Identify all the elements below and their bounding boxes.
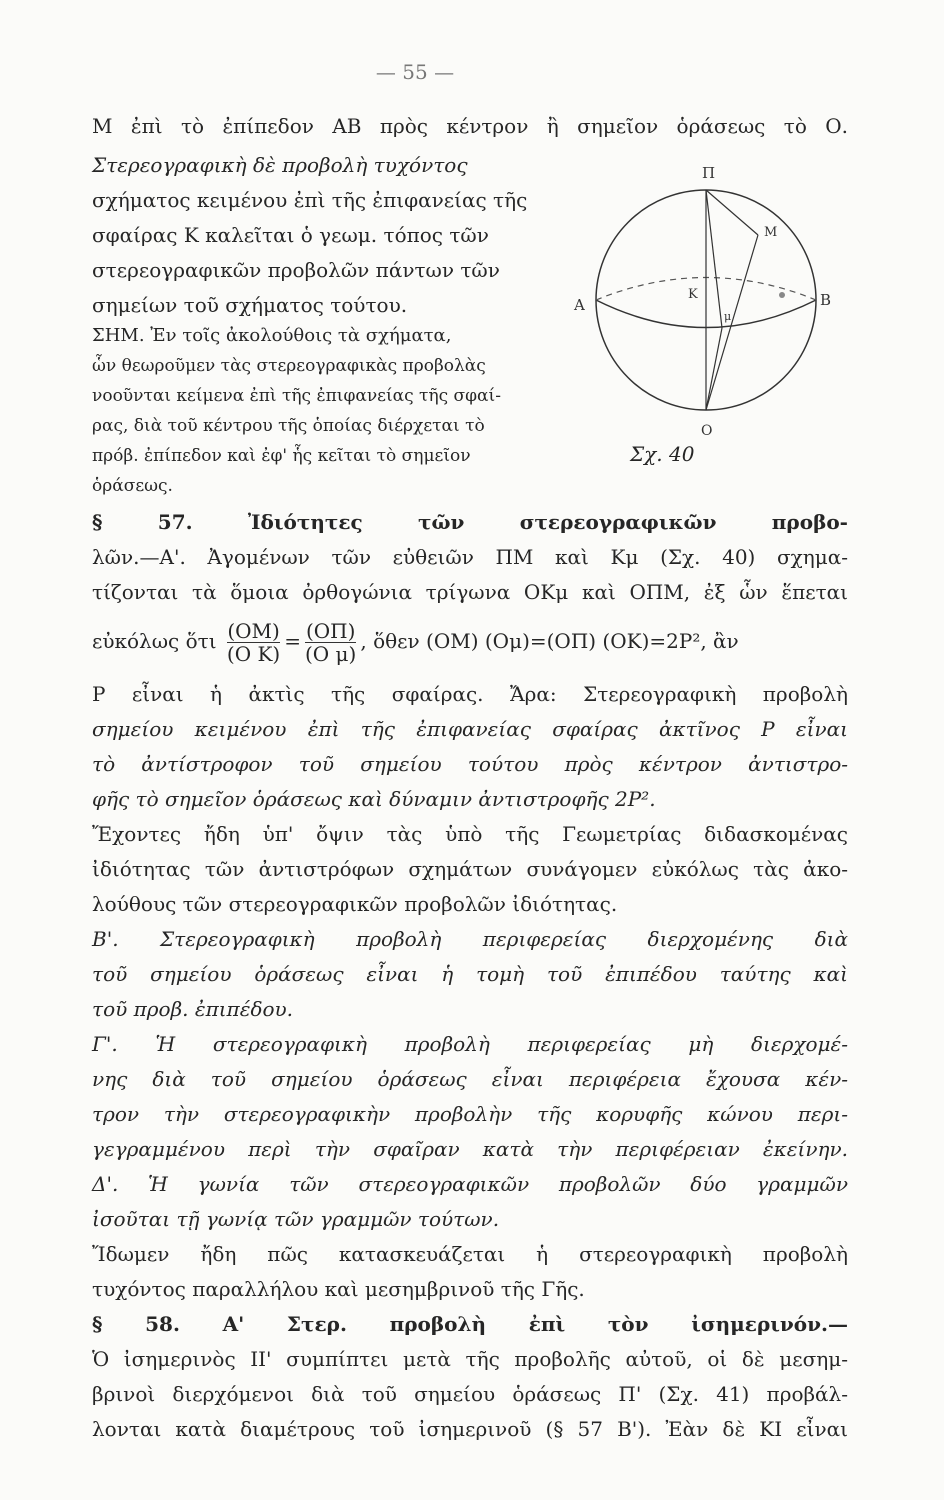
label-A: Α [574, 296, 585, 314]
text-line: Β'. Στερεογραφικὴ προβολὴ περιφερείας διερχομένης διὰ [92, 927, 848, 951]
text-line: Δ'. Ἡ γωνία τῶν στερεογραφικῶν προβολῶν δύο γραμμῶν [92, 1172, 848, 1196]
fraction-OP-Omu: $\frac{(O\Pi)}{\text{(Ο μ)}}$ [305, 619, 357, 666]
text-line: νης διὰ τοῦ σημείου ὁράσεως εἶναι περιφέρεια ἔχουσα κέν- [92, 1067, 848, 1091]
sphere-diagram [536, 150, 846, 480]
text-line: ὁράσεως. [92, 476, 173, 496]
text-line: Μ ἐπὶ τὸ ἐπίπεδον ΑΒ πρὸς κέντρον ἢ σημεῖον ὁράσεως τὸ Ο. [92, 114, 848, 138]
text-line: σφαίρας Κ καλεῖται ὁ γεωμ. τόπος τῶν [92, 223, 489, 247]
marker-dot [779, 292, 785, 298]
text-line: τὸ ἀντίστροφον τοῦ σημείου τούτου πρὸς κέντρον ἀντιστρο- [92, 752, 848, 776]
page-number: — 55 — [375, 60, 455, 84]
figure-caption: Σχ. 40 [630, 442, 695, 466]
formula-suffix: , ὅθεν (ΟΜ) (Ομ)=(ΟΠ) (ΟΚ)=2Ρ², ἂν [360, 629, 739, 653]
text-line: τυχόντος παραλλήλου καὶ μεσημβρινοῦ τῆς Γῆς. [92, 1277, 585, 1301]
line-mu-O [706, 328, 722, 410]
text-line: τίζονται τὰ ὅμοια ὀρθογώνια τρίγωνα ΟΚμ καὶ ΟΠΜ, ἐξ ὧν ἕπεται [92, 580, 848, 604]
formula-line [92, 616, 739, 666]
text-line: Γ'. Ἡ στερεογραφικὴ προβολὴ περιφερείας μὴ διερχομέ- [92, 1032, 848, 1056]
fraction-OM-OK: $\frac{(OM)}{\text{(Ο Κ)}}$ [226, 619, 281, 666]
text-line: στερεογραφικῶν προβολῶν πάντων τῶν [92, 258, 500, 282]
line-P-mu [706, 190, 722, 328]
label-P: Π [702, 164, 716, 182]
label-B: Β [820, 291, 832, 309]
text-line: νοοῦνται κείμενα ἐπὶ τῆς ἐπιφανείας τῆς σφαί- [92, 386, 501, 406]
text-line: πρόβ. ἐπίπεδον καὶ ἐφ' ἧς κεῖται τὸ σημεῖον [92, 446, 471, 466]
text-line: Ἔχοντες ἤδη ὑπ' ὄψιν τὰς ὑπὸ τῆς Γεωμετρίας διδασκομένας [92, 822, 848, 846]
section-heading: § 57. Ἰδιότητες τῶν στερεογραφικῶν προβο- [92, 510, 848, 534]
text-line: σχήματος κειμένου ἐπὶ τῆς ἐπιφανείας τῆς [92, 188, 528, 212]
text-line: σημείου κειμένου ἐπὶ τῆς ἐπιφανείας σφαίρας ἀκτῖνος Ρ εἶναι [92, 717, 848, 741]
text-line: ἰσοῦται τῇ γωνίᾳ τῶν γραμμῶν τούτων. [92, 1207, 500, 1231]
section-heading: § 58. Α' Στερ. προβολὴ ἐπὶ τὸν ἰσημερινόν.— [92, 1312, 848, 1336]
text-line: ὧν θεωροῦμεν τὰς στερεογραφικὰς προβολὰς [92, 356, 486, 376]
figure-40 [536, 150, 846, 480]
text-line: Στερεογραφικὴ δὲ προβολὴ τυχόντος [92, 153, 468, 177]
text-line: γεγραμμένου περὶ τὴν σφαῖραν κατὰ τὴν περιφέρειαν ἐκείνην. [92, 1137, 848, 1161]
text-line: σημείων τοῦ σχήματος τούτου. [92, 293, 408, 317]
text-line: τοῦ σημείου ὁράσεως εἶναι ἡ τομὴ τοῦ ἐπιπέδου ταύτης καὶ [92, 962, 848, 986]
line-PM [706, 190, 758, 235]
label-mu: μ [724, 310, 732, 323]
text-line: φῆς τὸ σημεῖον ὁράσεως καὶ δύναμιν ἀντιστροφῆς 2Ρ². [92, 787, 656, 811]
text-line: Ὁ ἰσημερινὸς ΙΙ' συμπίπτει μετὰ τῆς προβολῆς αὐτοῦ, οἱ δὲ μεσημ- [92, 1347, 848, 1371]
text-line: Ρ εἶναι ἡ ἀκτὶς τῆς σφαίρας. Ἄρα: Στερεογραφικὴ προβολὴ [92, 682, 848, 706]
text-line: λούθους τῶν στερεογραφικῶν προβολῶν ἰδιότητας. [92, 892, 618, 916]
text-line: τοῦ προβ. ἐπιπέδου. [92, 997, 294, 1021]
label-M: Μ [764, 225, 778, 240]
text-line: ρας, διὰ τοῦ κέντρου τῆς ὁποίας διέρχεται τὸ [92, 416, 485, 436]
label-O: Ο [701, 423, 713, 439]
label-K: Κ [688, 287, 698, 302]
text-line: τρον τὴν στερεογραφικὴν προβολὴν τῆς κορυφῆς κώνου περι- [92, 1102, 848, 1126]
text-line: ἰδιότητας τῶν ἀντιστρόφων σχημάτων συνάγομεν εὐκόλως τὰς ἀκο- [92, 857, 848, 881]
text-line: ΣΗΜ. Ἐν τοῖς ἀκολούθοις τὰ σχήματα, [92, 325, 452, 346]
formula-eq: = [284, 629, 301, 653]
text-line: Ἴδωμεν ἤδη πῶς κατασκευάζεται ἡ στερεογραφικὴ προβολὴ [92, 1242, 848, 1266]
text-line: λονται κατὰ διαμέτρους τοῦ ἰσημερινοῦ (§ 57 Β'). Ἐὰν δὲ ΚΙ εἶναι [92, 1417, 848, 1441]
text-line: λῶν.—Α'. Ἀγομένων τῶν εὐθειῶν ΠΜ καὶ Κμ (Σχ. 40) σχημα- [92, 545, 848, 569]
text-line: βρινοὶ διερχόμενοι διὰ τοῦ σημείου ὁράσεως Π' (Σχ. 41) προβάλ- [92, 1382, 848, 1406]
formula-prefix: εὐκόλως ὅτι [92, 629, 217, 653]
